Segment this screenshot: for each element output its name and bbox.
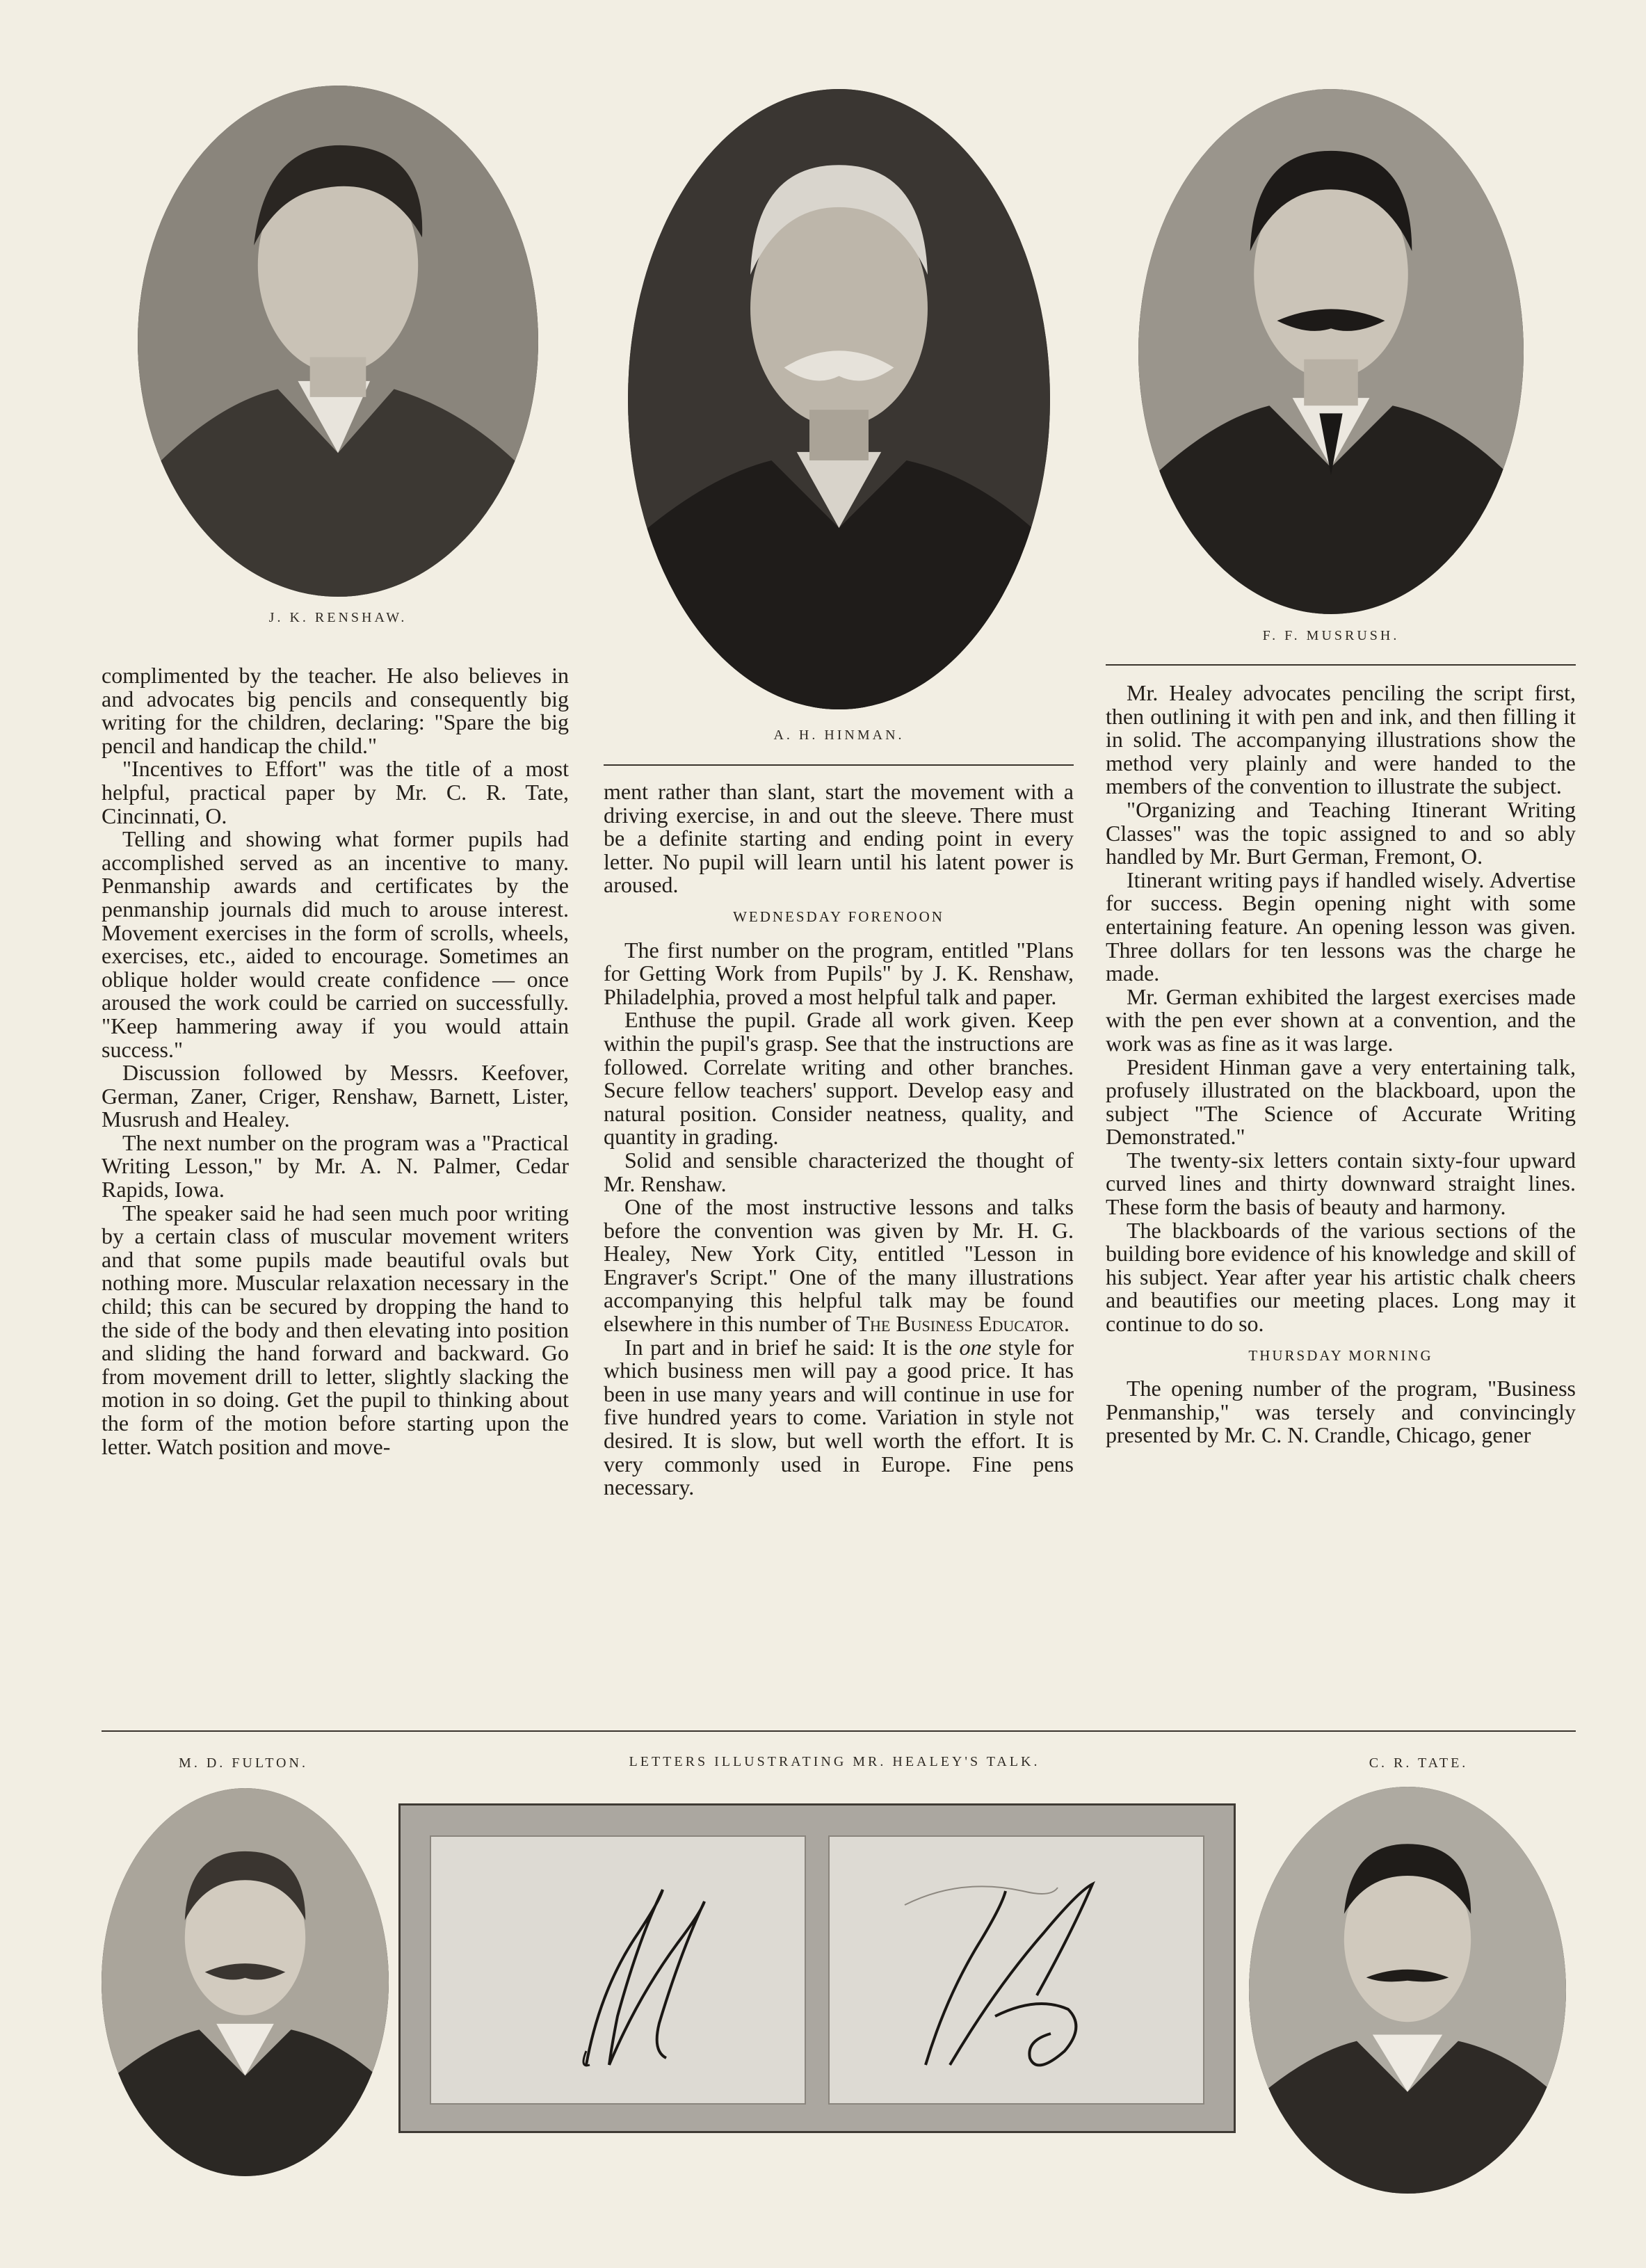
col3-paragraph-8: The opening number of the program, "Business Penmanship," was tersely and convincingly presented by Mr. C. N. Crandle, Chicago, gener: [1106, 1376, 1576, 1448]
portrait-hinman: [628, 89, 1050, 709]
caption-renshaw: J. K. RENSHAW.: [268, 610, 408, 625]
column-3-top-rule: [1106, 664, 1576, 666]
col2-paragraph-5: [604, 1196, 1074, 1336]
portrait-musrush: [1138, 89, 1524, 614]
letter-card-h: [828, 1835, 1204, 2105]
col1-paragraph-2: "Incentives to Effort" was the title of a most helpful, practical paper by Mr. C. R. Tate, Cincinnati, O.: [102, 756, 569, 828]
script-letter-h-image: [828, 1835, 1204, 2105]
portrait-tate: [1249, 1787, 1566, 2194]
col3-paragraph-3: Itinerant writing pays if handled wisely. Advertise for success. Begin opening night with some entertaining feature. An opening lesson was given. Three dollars for ten lessons was the charge he made.: [1106, 867, 1576, 986]
col2-paragraph-3: Enthuse the pupil. Grade all work given. Keep within the pupil's grasp. See that the instructions are followed. Correlate writing and other branches. Secure fellow teachers' support. Develop easy and natural position. Consider neatness, quality, and quantity in grading.: [604, 1007, 1074, 1150]
col2-paragraph-6-pre: In part and in brief he said: It is the: [624, 1334, 953, 1360]
col1-paragraph-4: Discussion followed by Messrs. Keefover, German, Zaner, Criger, Renshaw, Barnett, Lister, Musrush and Healey.: [102, 1060, 569, 1132]
column-2: [604, 780, 1074, 1716]
col2-paragraph-6-post: style for which business men will pay a good price. It has been in use many years and will continue in use for five hundred years to come. Variation in style not desired. It is slow, but well worth the effort. It is very commonly used in Europe. Fine pens necessary.: [604, 1334, 1074, 1500]
heading-wednesday-forenoon: WEDNESDAY FORENOON: [733, 908, 944, 925]
col2-paragraph-5-text: One of the most instructive lessons and talks before the convention was given by Mr. H. G. Healey, New York City, entitled "Lesson in Engraver's Script." One of the many illustrations accompanying this helpful talk may be found elsewhere in this number of: [604, 1194, 1074, 1337]
col1-paragraph-3: Telling and showing what former pupils had accomplished served as an incentive to many. Penmanship awards and certificates by the penmanship journals did much to arouse interest. Movement exercises in the form of scrolls, wheels, exercises, etc., aided to encourage. Sometimes an oblique holder would create confidence — once aroused the work could be carried on successfully. "Keep hammering away if you would attain success.": [102, 826, 569, 1062]
bottom-section-rule: [102, 1730, 1576, 1732]
letters-illustration-panel: [398, 1803, 1236, 2133]
col3-paragraph-5: President Hinman gave a very entertaining talk, profusely illustrated on the blackboard, upon the subject "The Science of Accurate Writing Demonstrated.": [1106, 1054, 1576, 1150]
col3-paragraph-4: Mr. German exhibited the largest exercises made with the pen ever shown at a convention, and the work was as fine as it was large.: [1106, 983, 1576, 1056]
caption-letters: LETTERS ILLUSTRATING MR. HEALEY'S TALK.: [629, 1754, 1040, 1769]
script-letter-n-image: [430, 1835, 806, 2105]
col1-paragraph-1: complimented by the teacher. He also believes in and advocates big pencils and consequently big writing for the children, declaring: "Spare the big pencil and handicap the child.": [102, 663, 569, 758]
letter-card-n: [430, 1835, 806, 2105]
portrait-fulton: [102, 1788, 389, 2176]
col2-paragraph-1: ment rather than slant, start the movement with a driving exercise, in and out the sleeve. There must be a definite starting and ending point in every letter. No pupil will learn until his latent power is aroused.: [604, 779, 1074, 898]
col2-paragraph-6: [604, 1336, 1074, 1499]
journal-name: The Business Educator.: [856, 1311, 1070, 1337]
heading-thursday-morning: THURSDAY MORNING: [1248, 1346, 1433, 1364]
col2-paragraph-4: Solid and sensible characterized the thought of Mr. Renshaw.: [604, 1147, 1074, 1196]
column-1: [102, 664, 569, 1711]
caption-fulton: M. D. FULTON.: [179, 1755, 308, 1771]
column-2-top-rule: [604, 764, 1074, 766]
col2-paragraph-2: The first number on the program, entitled "Plans for Getting Work from Pupils" by J. K. Renshaw, Philadelphia, proved a most helpful talk and paper.: [604, 937, 1074, 1009]
col1-paragraph-6: The speaker said he had seen much poor writing by a certain class of muscular movement writers and that some pupils made beautiful ovals but nothing more. Muscular relaxation necessary in the child; this can be secured by dropping the hand to the side of the body and then elevating into position and sliding the hand forward and backward. Go from movement drill to letter, slightly slacking the motion in so doing. Get the pupil to thinking about the form of the motion before starting upon the letter. Watch position and move-: [102, 1200, 569, 1459]
col3-paragraph-1: Mr. Healey advocates penciling the script first, then outlining it with pen and ink, and then filling it in solid. The accompanying illustrations show the method very plainly and were handed to the members of the convention to illustrate the subject.: [1106, 680, 1576, 799]
caption-tate: C. R. TATE.: [1369, 1755, 1469, 1771]
column-3: [1106, 682, 1576, 1718]
col3-paragraph-2: "Organizing and Teaching Itinerant Writing Classes" was the topic assigned to and so ably handled by Mr. Burt German, Fremont, O.: [1106, 796, 1576, 869]
caption-hinman: A. H. HINMAN.: [773, 727, 905, 743]
col2-paragraph-6-emphasis: one: [959, 1334, 992, 1360]
col1-paragraph-5: The next number on the program was a "Practical Writing Lesson," by Mr. A. N. Palmer, Cedar Rapids, Iowa.: [102, 1129, 569, 1203]
col3-paragraph-6: The twenty-six letters contain sixty-four upward curved lines and thirty downward straight lines. These form the basis of beauty and harmony.: [1106, 1147, 1576, 1220]
col3-paragraph-7: The blackboards of the various sections of the building bore evidence of his knowledge and skill of his subject. Year after year his artistic chalk cheers and beautifies our meeting places. Long may it continue to do so.: [1106, 1217, 1576, 1337]
portrait-renshaw: [138, 86, 538, 597]
caption-musrush: F. F. MUSRUSH.: [1262, 628, 1400, 643]
